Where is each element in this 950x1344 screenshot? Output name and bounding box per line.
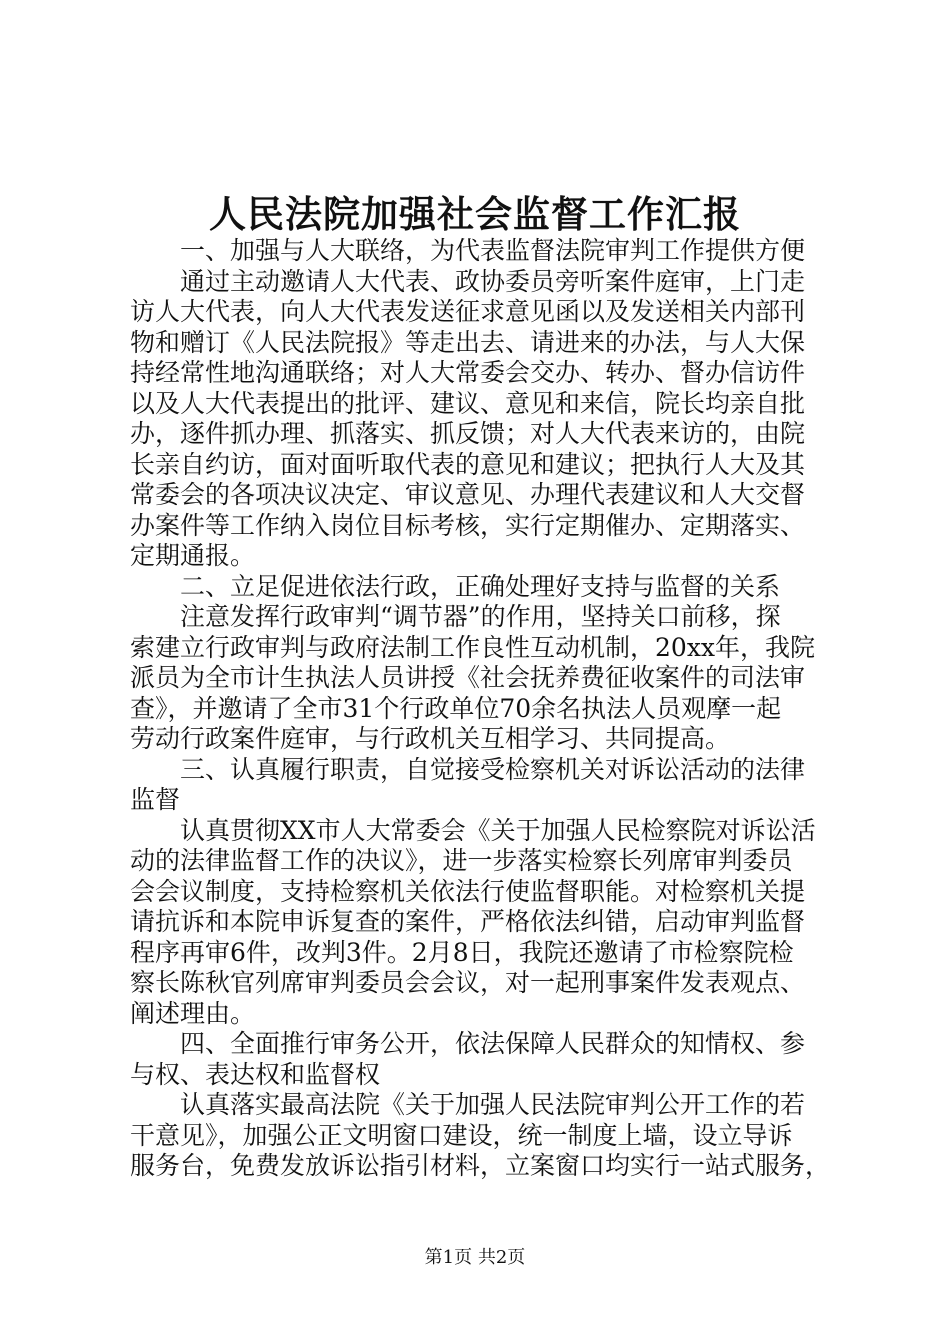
paragraph-line: 访人大代表，向人大代表发送征求意见函以及发送相关内部刊 — [130, 297, 806, 326]
section-heading-4: 四、全面推行审务公开，依法保障人民群众的知情权、参 — [180, 1029, 806, 1058]
paragraph-line: 持经常性地沟通联络；对人大常委会交办、转办、督办信访件 — [130, 358, 806, 387]
paragraph-line: 查》，并邀请了全市31个行政单位70余名执法人员观摩一起 — [130, 693, 782, 723]
paragraph-line: 注意发挥行政审判“调节器”的作用，坚持关口前移，探 — [180, 602, 781, 631]
paragraph-line: 派员为全市计生执法人员讲授《社会抚养费征收案件的司法审 — [130, 663, 806, 692]
paragraph-line: 索建立行政审判与政府法制工作良性互动机制，20xx年，我院 — [130, 632, 816, 662]
section-heading-2: 二、立足促进依法行政，正确处理好支持与监督的关系 — [180, 571, 781, 601]
paragraph-line: 察长陈秋官列席审判委员会会议，对一起刑事案件发表观点、 — [130, 968, 806, 997]
paragraph-line: 请抗诉和本院申诉复查的案件，严格依法纠错，启动审判监督 — [130, 907, 806, 936]
paragraph-line: 会会议制度，支持检察机关依法行使监督职能。对检察机关提 — [130, 876, 806, 906]
paragraph-line: 长亲自约访，面对面听取代表的意见和建议；把执行人大及其 — [130, 449, 806, 479]
paragraph-line: 服务台，免费发放诉讼指引材料，立案窗口均实行一站式服务， — [130, 1151, 830, 1180]
section-heading-3: 三、认真履行职责，自觉接受检察机关对诉讼活动的法律 — [180, 754, 806, 784]
paragraph-line: 办，逐件抓办理、抓落实、抓反馈；对人大代表来访的，由院 — [130, 419, 806, 448]
paragraph-line: 办案件等工作纳入岗位目标考核，实行定期催办、定期落实、 — [130, 510, 806, 540]
page-number-footer: 第1页 共2页 — [424, 1247, 526, 1268]
paragraph-line: 干意见》，加强公正文明窗口建设，统一制度上墙，设立导诉 — [130, 1120, 793, 1150]
section-heading-3-continued: 监督 — [130, 785, 181, 814]
paragraph-line: 劳动行政案件庭审，与行政机关互相学习、共同提高。 — [130, 724, 731, 753]
section-heading-1: 一、加强与人大联络，为代表监督法院审判工作提供方便 — [180, 236, 806, 265]
paragraph-line: 物和赠订《人民法院报》等走出去、请进来的办法，与人大保 — [130, 327, 806, 357]
paragraph-line: 常委会的各项决议决定、审议意见、办理代表建议和人大交督 — [130, 480, 806, 509]
paragraph-line: 定期通报。 — [130, 541, 256, 570]
paragraph-line: 认真落实最高法院《关于加强人民法院审判公开工作的若 — [180, 1090, 806, 1119]
paragraph-line: 程序再审6件，改判3件。2月8日，我院还邀请了市检察院检 — [130, 937, 794, 967]
section-heading-4-continued: 与权、表达权和监督权 — [130, 1059, 381, 1089]
paragraph-line: 认真贯彻XX市人大常委会《关于加强人民检察院对诉讼活 — [180, 815, 816, 845]
document-title: 人民法院加强社会监督工作汇报 — [209, 192, 741, 236]
paragraph-line: 阐述理由。 — [130, 998, 256, 1028]
paragraph-line: 以及人大代表提出的批评、建议、意见和来信，院长均亲自批 — [130, 388, 806, 418]
document-body — [130, 236, 830, 1182]
paragraph-line: 通过主动邀请人大代表、政协委员旁听案件庭审，上门走 — [180, 266, 806, 296]
paragraph-line: 动的法律监督工作的决议》，进一步落实检察长列席审判委员 — [130, 846, 793, 875]
